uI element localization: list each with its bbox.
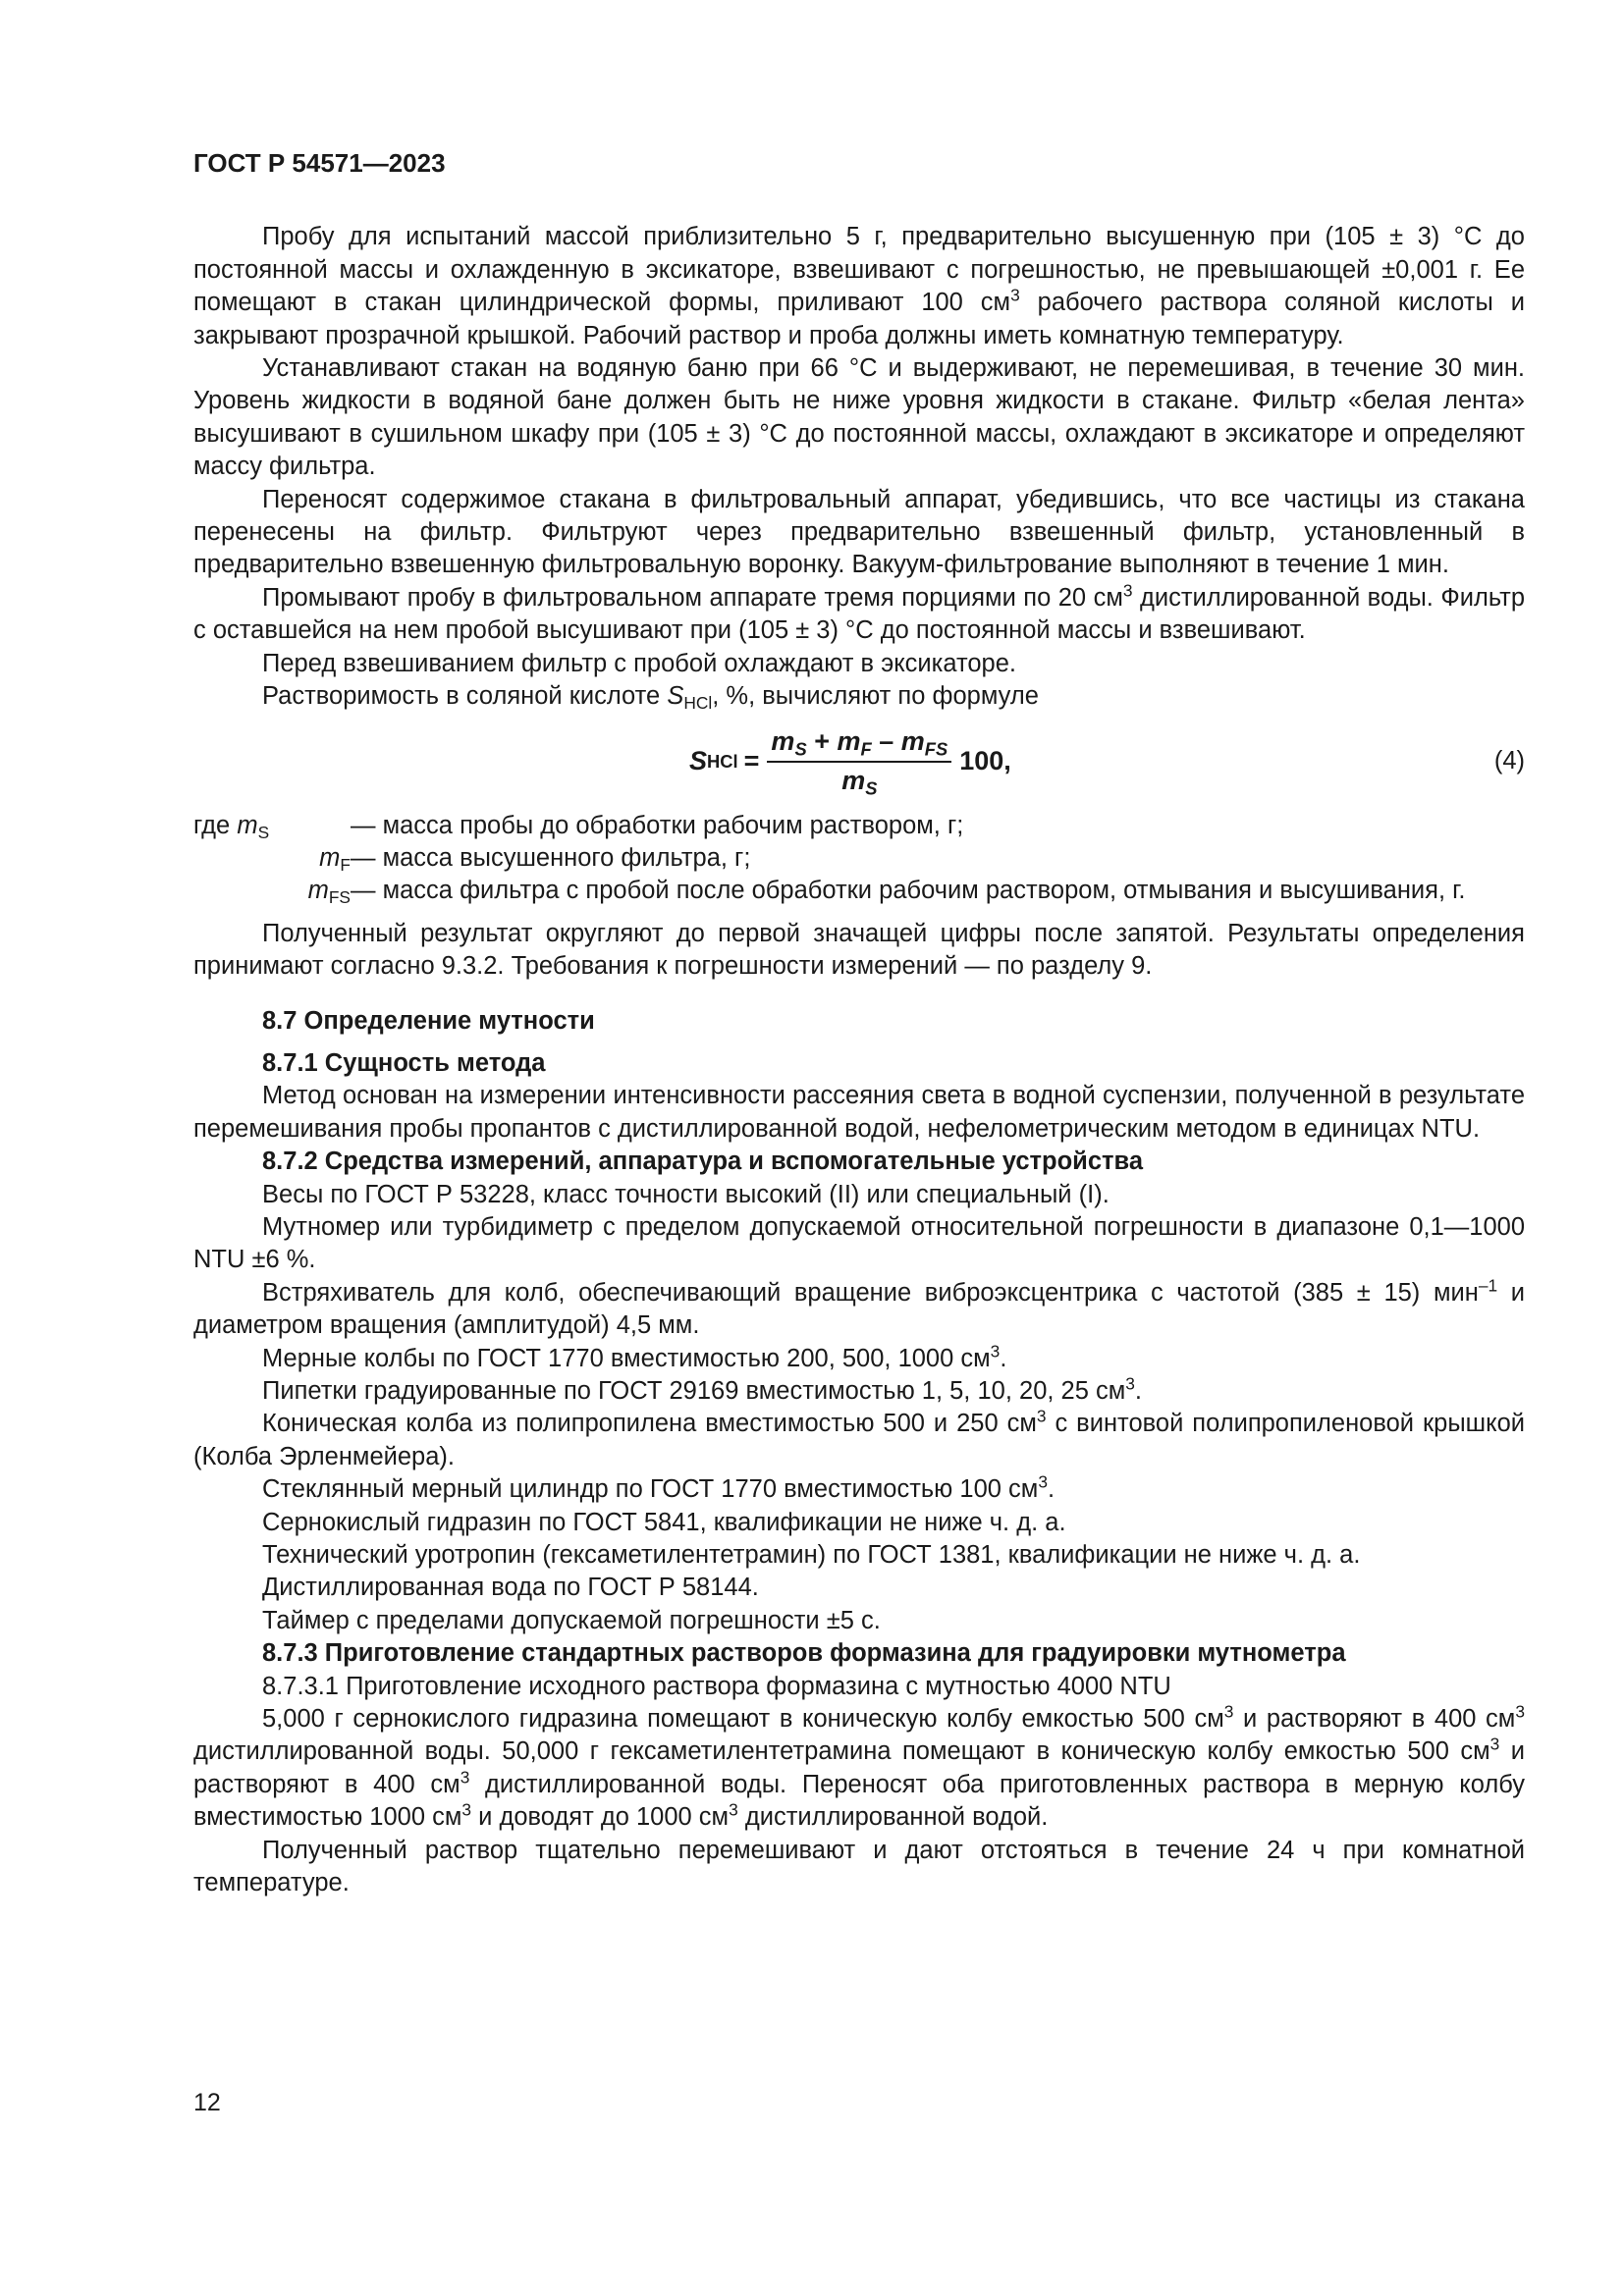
paragraph-sample-prep: Пробу для испытаний массой приблизительно 5 г, предварительно высушенную при (105 ± 3) °С до постоянной массы и охлажденную в эксикаторе, взвешивают с погрешностью, не превышающей ±0,001 г. Ее помещают в стакан цилиндрической формы, приливают 100 $см^3$ рабочего раствора соляной кислоты и закрывают прозрачной крышкой. Рабочий раствор и проба должны иметь комнатную температуру. xyxy=(193,223,1525,349)
paragraph-formazin-prep: 5,000 г сернокислого гидразина помещают в коническую колбу емкостью 500 $см^3$ и растворяют в 400 $см^3$ дистиллированной воды. 50,000 г гексаметилентетрамина помещают в коническую колбу емкостью 500 $см^3$ и растворяют в 400 $см^3$ дистиллированной воды. Переносят оба приготовленных раствора в мерную колбу вместимостью 1000 $см^3$ и доводят до 1000 $см^3$ дистиллированной водой. xyxy=(193,1701,1525,1832)
paragraph-rinse: Промывают пробу в фильтровальном аппарате тремя порциями по 20 $см^3$ дистиллированной воды. Фильтр с оставшейся на нем пробой высушивают при (105 ± 3) °С до постоянной массы и взвешивают. xyxy=(193,580,1525,645)
equipment-item: Весы по ГОСТ Р 53228, класс точности высокий (II) или специальный (I). xyxy=(262,1180,1110,1208)
paragraph-method-essence: Метод основан на измерении интенсивности рассеяния света в водной суспензии, полученной в результате перемешивания пробы пропантов с дистиллированной водой, нефелометрическим методом в единицах NTU. xyxy=(193,1082,1525,1143)
document-page xyxy=(193,147,1525,1900)
paragraph-cooling: Перед взвешиванием фильтр с пробой охлаждают в эксикаторе. xyxy=(262,649,1017,677)
formula-legend xyxy=(193,810,1525,908)
equipment-item: Технический уротропин (гексаметилентетрамин) по ГОСТ 1381, квалификации не ниже ч. д. а. xyxy=(262,1541,1361,1570)
formula-number: (4) xyxy=(1493,746,1525,774)
equipment-item: Таймер с пределами допускаемой погрешности ±5 с. xyxy=(262,1606,881,1634)
section-heading-8-7-1: 8.7.1 Сущность метода xyxy=(262,1048,546,1077)
page-number: 12 xyxy=(193,2089,221,2116)
formula-4 xyxy=(193,721,1525,802)
section-heading-8-7: 8.7 Определение мутности xyxy=(262,1006,595,1035)
equipment-item: Мутномер или турбидиметр с пределом допускаемой относительной погрешности в диапазоне 0,1—1000 NTU ±6 %. xyxy=(193,1212,1525,1274)
section-heading-8-7-3: 8.7.3 Приготовление стандартных растворов формазина для градуировки мутнометра xyxy=(262,1639,1346,1668)
formula-numerator: $m_S + m_F - m_{FS}$ xyxy=(767,725,951,762)
legend-item: $m_F$ — масса высушенного фильтра, г; xyxy=(319,843,751,876)
equipment-item: Пипетки градуированные по ГОСТ 29169 вместимостью 1, 5, 10, 20, 25 $см^3$. xyxy=(262,1373,1143,1405)
formula-fraction xyxy=(767,725,951,797)
paragraph-filtration: Переносят содержимое стакана в фильтровальный аппарат, убедившись, что все частицы из стакана перенесены на фильтр. Фильтруют через предварительно взвешенный фильтр, установленный в предварительно взвешенную фильтровальную воронку. Вакуум-фильтрование выполняют в течение 1 мин. xyxy=(193,485,1525,579)
equipment-item: Стеклянный мерный цилиндр по ГОСТ 1770 вместимостью 100 $см^3$. xyxy=(262,1471,1056,1504)
equipment-item: Встряхиватель для колб, обеспечивающий вращение виброэксцентрика с частотой (385 ± 15) мин$^{-1}$ и диаметром вращения (амплитудой) 4,5 мм. xyxy=(193,1275,1525,1340)
formula-intro: Растворимость в соляной кислоте $S_{HCl}$, %, вычисляют по формуле xyxy=(262,682,1039,714)
formula-denominator: $m_S$ xyxy=(841,765,878,798)
document-header: ГОСТ Р 54571—2023 xyxy=(193,148,446,178)
legend-item: где $m_S$ — масса пробы до обработки рабочим раствором, г; xyxy=(193,811,964,842)
equipment-item: Сернокислый гидразин по ГОСТ 5841, квалификации не ниже ч. д. а. xyxy=(262,1508,1066,1536)
paragraph-settling: Полученный раствор тщательно перемешивают и дают отстояться в течение 24 ч при комнатной температуре. xyxy=(193,1836,1525,1897)
section-heading-8-7-2: 8.7.2 Средства измерений, аппаратура и вспомогательные устройства xyxy=(262,1148,1144,1176)
equipment-item: Мерные колбы по ГОСТ 1770 вместимостью 200, 500, 1000 $см^3$. xyxy=(262,1341,1007,1372)
paragraph-water-bath: Устанавливают стакан на водяную баню при 66 °С и выдерживают, не перемешивая, в течение 30 мин. Уровень жидкости в водяной бане должен быть не ниже уровня жидкости в стакане. Фильтр «белая лента» высушивают в сушильном шкафу при (105 ± 3) °С до постоянной массы, охлаждают в эксикаторе и определяют массу фильтра. xyxy=(193,354,1525,481)
legend-item: $m_{FS}$ — масса фильтра с пробой после обработки рабочим раствором, отмывания и высушивания, г. xyxy=(307,877,1466,908)
equipment-item: Коническая колба из полипропилена вместимостью 500 и 250 $см^3$ с винтовой полипропиленовой крышкой (Колба Эрленмейера). xyxy=(193,1406,1525,1470)
paragraph-result-rounding: Полученный результат округляют до первой значащей цифры после запятой. Результаты определения принимают согласно 9.3.2. Требования к погрешности измерений — по разделу 9. xyxy=(193,919,1525,981)
equipment-item: Дистиллированная вода по ГОСТ Р 58144. xyxy=(262,1574,759,1602)
subsection-8-7-3-1: 8.7.3.1 Приготовление исходного раствора формазина с мутностью 4000 NTU xyxy=(262,1672,1171,1700)
formula-expression: S HCl = $\frac{m_S + m_F - m_{FS}}{m_S}$ 100, xyxy=(689,726,1011,798)
